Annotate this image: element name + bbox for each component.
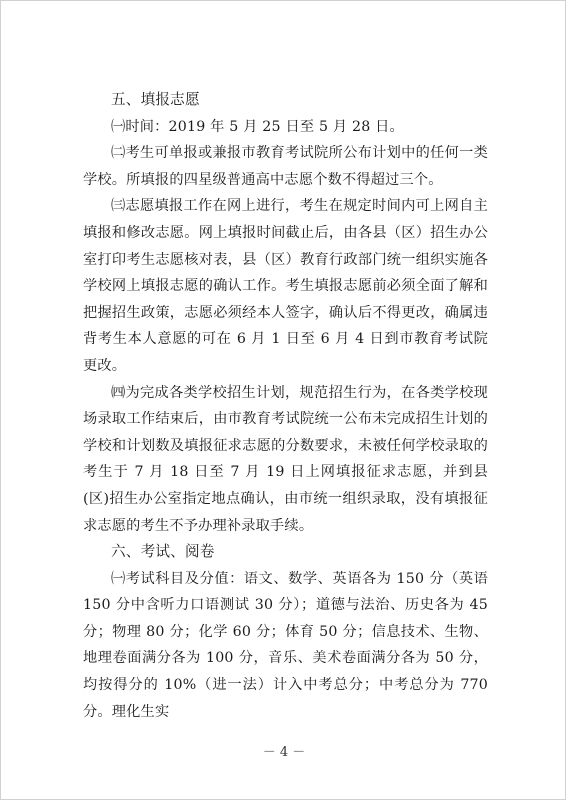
section-6-heading: 六、考试、阅卷 xyxy=(111,543,215,561)
section-5-heading: 五、填报志愿 xyxy=(111,91,200,108)
section-5-item-2: ㈡考生可单报或兼报市教育考试院所公布计划中的任何一类学校。所填报的四星级普通高中志愿个数不得超过三个。 xyxy=(83,145,488,188)
section-5-item-1: ㈠时间：2019 年 5 月 25 日至 5 月 28 日。 xyxy=(111,118,404,135)
document-body xyxy=(83,87,488,725)
section-6-item-1: ㈠考试科目及分值：语文、数学、英语各为 150 分（英语 150 分中含听力口语测试 30 分）；道德与法治、历史各为 45 分；物理 80 分；化学 60 分；体育 50 分；信息技术、生物、地理卷面满分各为 100 分，音乐、美术卷面满分各为 50 分，均按得分的 10%（进一法）计入中考总分；中考总分为 770 分。理化生实 xyxy=(83,570,488,720)
section-5-item-3: ㈢志愿填报工作在网上进行，考生在规定时间内可上网自主填报和修改志愿。网上填报时间截止后，由各县（区）招生办公室打印考生志愿核对表，县（区）教育行政部门统一组织实施各学校网上填报志愿的确认工作。考生填报志愿前必须全面了解和把握招生政策，志愿必须经本人签字，确认后不得更改，确属违背考生本人意愿的可在 6 月 1 日至 6 月 4 日到市教育考试院更改。 xyxy=(83,198,488,374)
section-5-item-4: ㈣为完成各类学校招生计划，规范招生行为，在各类学校现场录取工作结束后，由市教育考试院统一公布未完成招生计划的学校和计划数及填报征求志愿的分数要求，未被任何学校录取的考生于 7 月 18 日至 7 月 19 日上网填报征求志愿，并到县(区)招生办公室指定地点确认，由市统一组织录取，没有填报征求志愿的考生不予办理补录取手续。 xyxy=(83,384,488,534)
page-number: － 4 － xyxy=(262,745,306,760)
